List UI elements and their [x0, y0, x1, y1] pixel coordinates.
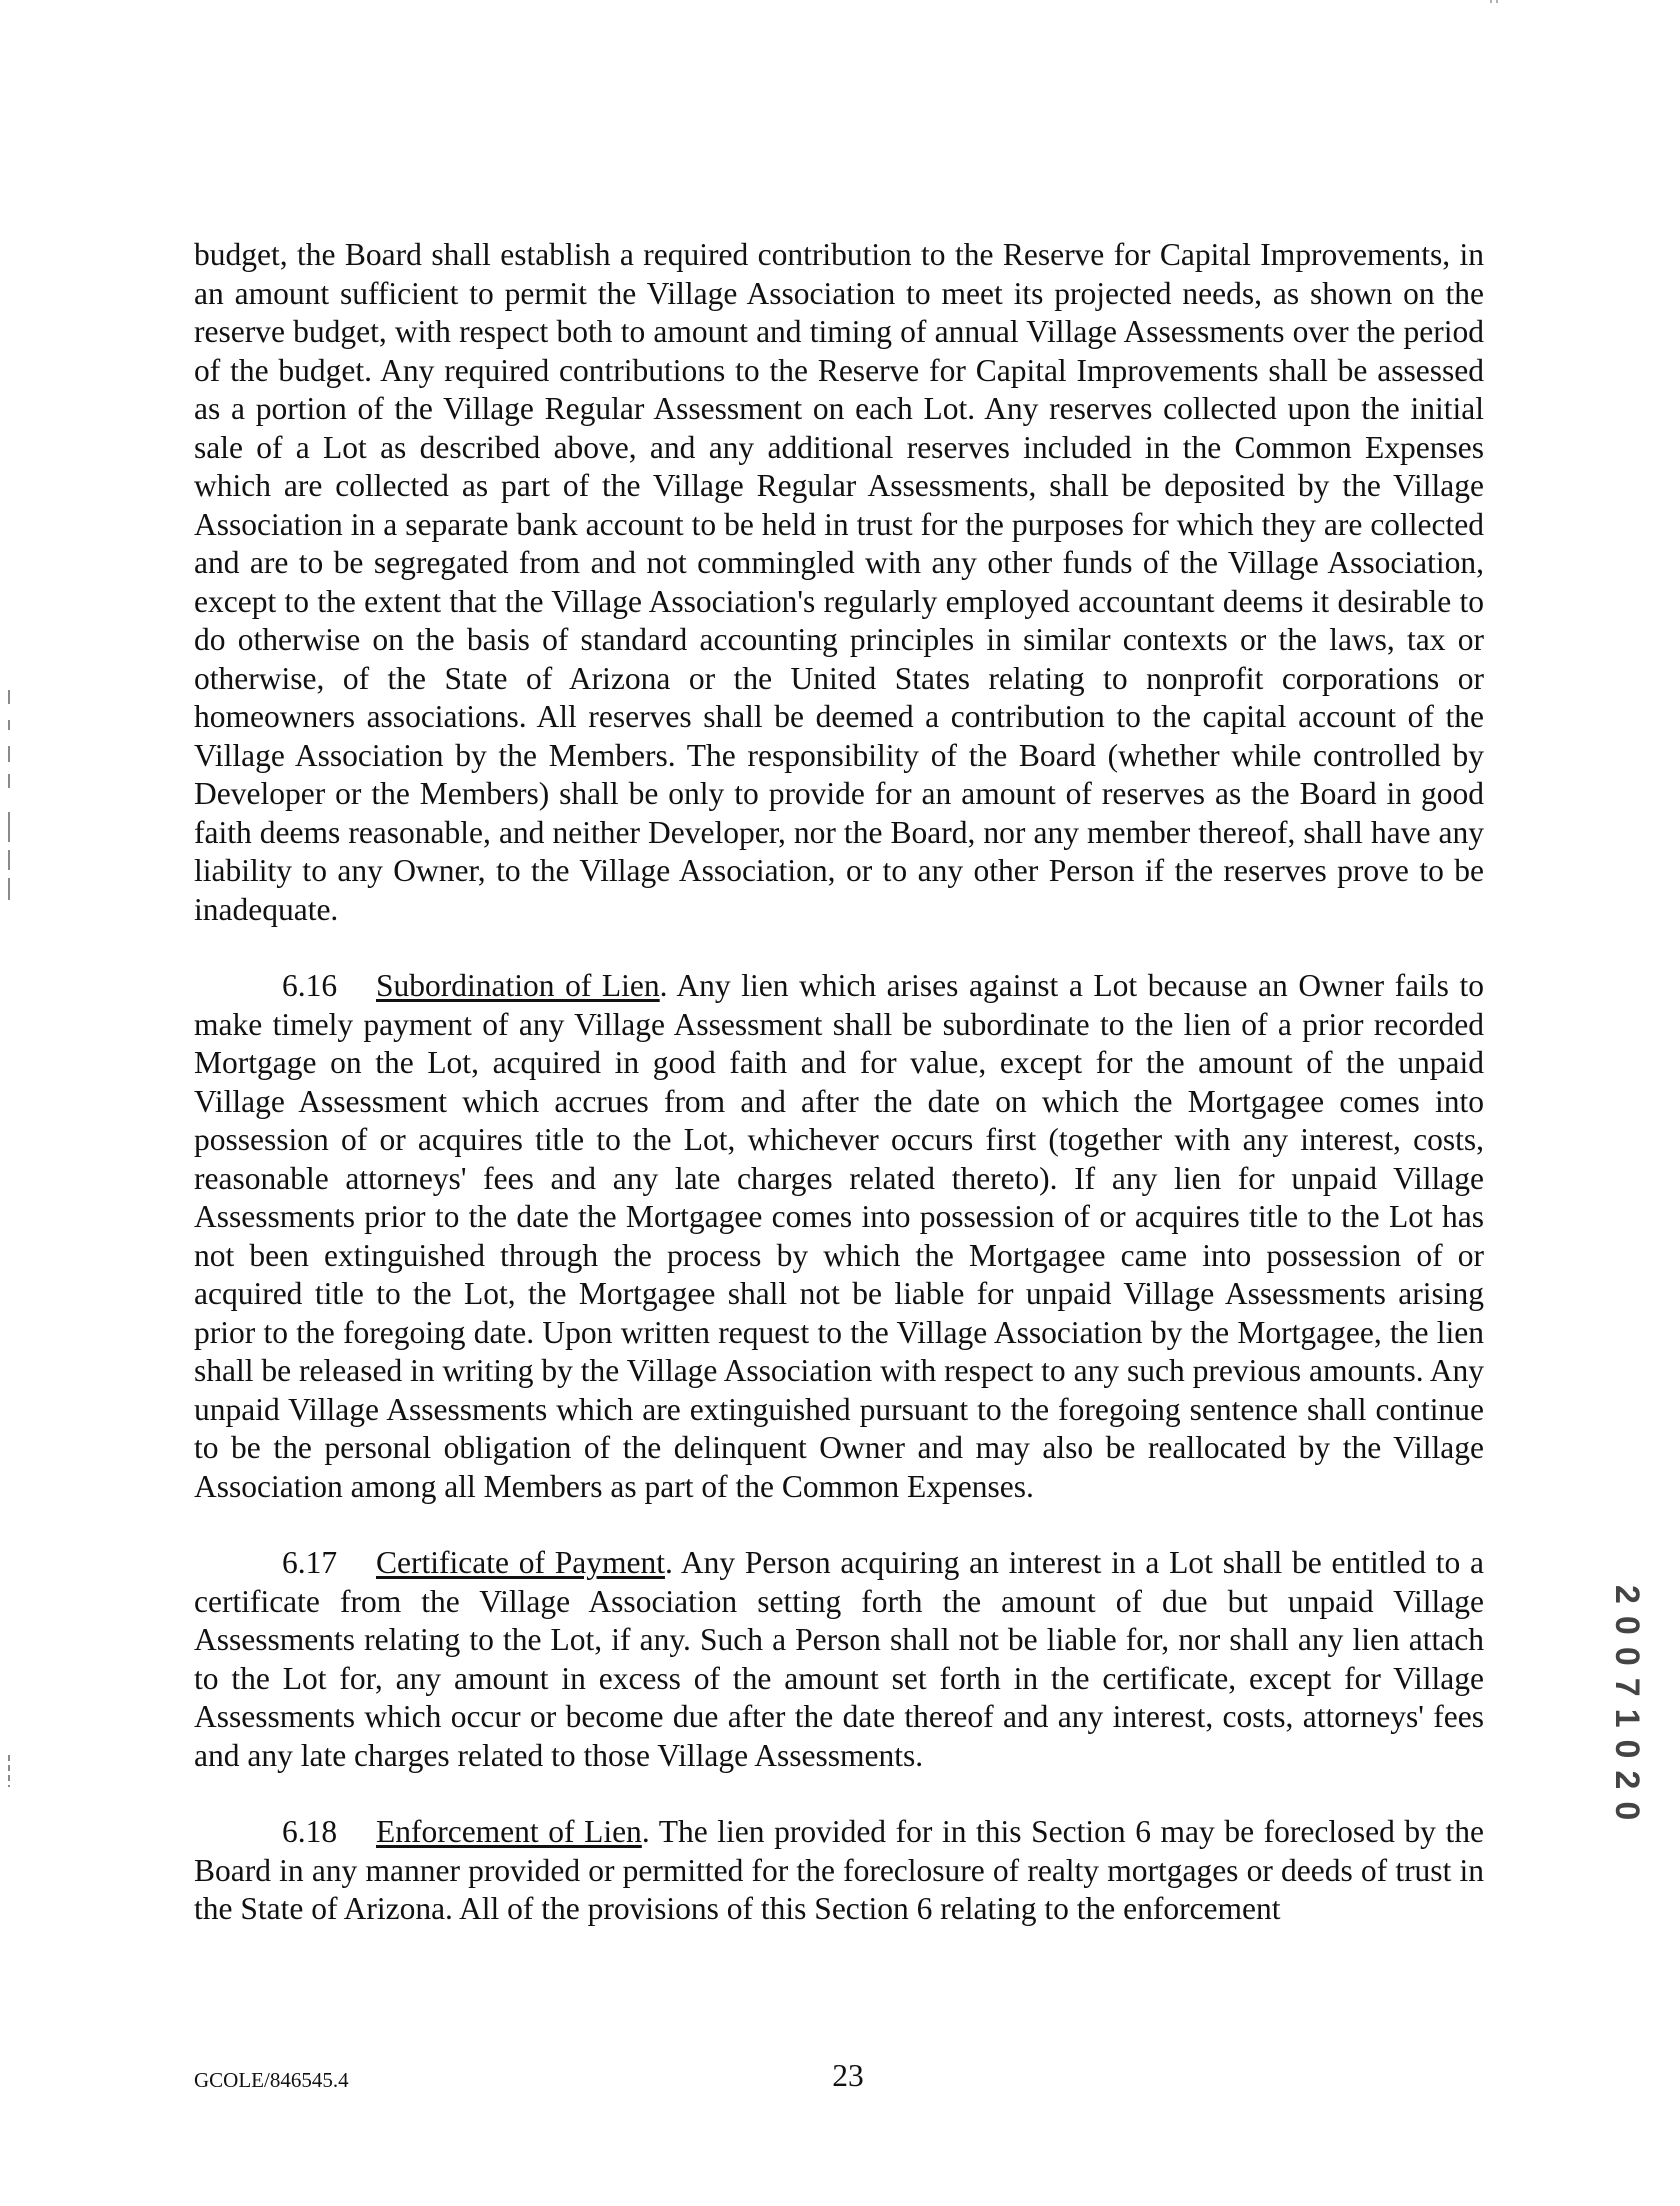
document-body	[194, 236, 1484, 1967]
recording-number-text: 20071020	[1608, 1585, 1646, 1833]
section-number: 6.17	[282, 1545, 338, 1580]
section-title: Enforcement of Lien	[376, 1814, 642, 1849]
footer-page-number: 23	[832, 2058, 864, 2093]
margin-scan-marks	[8, 690, 12, 930]
section-title: Certificate of Payment	[376, 1545, 665, 1580]
footer-document-id: GCOLE/846545.4	[194, 2068, 349, 2092]
section-title: Subordination of Lien	[376, 968, 660, 1003]
scan-artifact	[1490, 0, 1502, 3]
recording-number-stamp	[1606, 1585, 1646, 1925]
section-number: 6.16	[282, 968, 338, 1003]
paragraph-reserve-budget: budget, the Board shall establish a required contribution to the Reserve for Capital Improvements, in an amount sufficient to permit the Village Association to meet its projected needs, as shown on the reserve budget, with respect both to amount and timing of annual Village Assessments over the period of the budget. Any required contributions to the Reserve for Capital Improvements shall be assessed as a portion of the Village Regular Assessment on each Lot. Any reserves collected upon the initial sale of a Lot as described above, and any additional reserves included in the Common Expenses which are collected as part of the Village Regular Assessments, shall be deposited by the Village Association in a separate bank account to be held in trust for the purposes for which they are collected and are to be segregated from and not commingled with any other funds of the Village Association, except to the extent that the Village Association's regularly employed accountant deems it desirable to do otherwise on the basis of standard accounting principles in similar contexts or the laws, tax or otherwise, of the State of Arizona or the United States relating to nonprofit corporations or homeowners associations. All reserves shall be deemed a contribution to the capital account of the Village Association by the Members. The responsibility of the Board (whether while controlled by Developer or the Members) shall be only to provide for an amount of reserves as the Board in good faith deems reasonable, and neither Developer, nor the Board, nor any member thereof, shall have any liability to any Owner, to the Village Association, or to any other Person if the reserves prove to be inadequate.	[194, 237, 1484, 927]
section-number: 6.18	[282, 1814, 338, 1849]
margin-scan-mark-low	[8, 1755, 10, 1787]
section-body: . Any Person acquiring an interest in a Lot shall be entitled to a certificate from the Village Association setting forth the amount of due but unpaid Village Assessments relating to the Lot, if any. Such a Person shall not be liable for, nor shall any lien attach to the Lot for, any amount in excess of the amount set forth in the certificate, except for Village Assessments which occur or become due after the date thereof and any interest, costs, attorneys' fees and any late charges related to those Village Assessments.	[194, 1545, 1484, 1773]
section-6-18	[194, 1813, 1484, 1929]
section-body: . The lien provided for in this Section 6 may be foreclosed by the Board in any manner provided or permitted for the foreclosure of realty mortgages or deeds of trust in the State of Arizona. All of the provisions of this Section 6 relating to the enforcement	[194, 1814, 1484, 1926]
section-6-16	[194, 967, 1484, 1506]
section-6-17	[194, 1544, 1484, 1775]
section-body: . Any lien which arises against a Lot because an Owner fails to make timely payment of any Village Assessment shall be subordinate to the lien of a prior recorded Mortgage on the Lot, acquired in good faith and for value, except for the amount of the unpaid Village Assessment which accrues from and after the date on which the Mortgagee comes into possession of or acquires title to the Lot, whichever occurs first (together with any interest, costs, reasonable attorneys' fees and any late charges related thereto). If any lien for unpaid Village Assessments prior to the date the Mortgagee comes into possession of or acquires title to the Lot has not been extinguished through the process by which the Mortgagee came into possession of or acquired title to the Lot, the Mortgagee shall not be liable for unpaid Village Assessments arising prior to the foregoing date. Upon written request to the Village Association by the Mortgagee, the lien shall be released in writing by the Village Association with respect to any such previous amounts. Any unpaid Village Assessments which are extinguished pursuant to the foregoing sentence shall continue to be the personal obligation of the delinquent Owner and may also be reallocated by the Village Association among all Members as part of the Common Expenses.	[194, 968, 1485, 1504]
